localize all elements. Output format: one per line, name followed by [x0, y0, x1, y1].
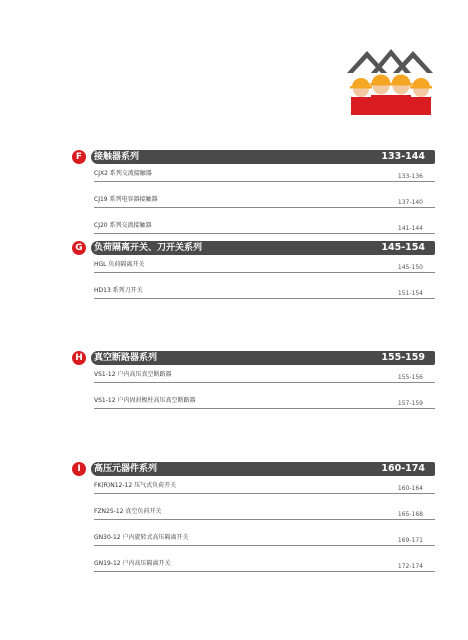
toc-item[interactable] [94, 478, 435, 494]
section-header[interactable] [72, 462, 435, 476]
toc-item-label: CJX2 系列交流接触器 [94, 170, 152, 177]
toc-item-label: CJ19 系列电容器接触器 [94, 196, 158, 203]
section-letter-badge: G [72, 241, 86, 255]
toc-item[interactable] [94, 556, 435, 572]
toc-item[interactable] [94, 257, 435, 273]
toc-section-h [72, 351, 435, 409]
toc-item-label: VS1-12 户内高压真空断路器 [94, 371, 172, 378]
toc-item-label: CJ20 系列交流接触器 [94, 222, 152, 229]
toc-item[interactable] [94, 393, 435, 409]
toc-item[interactable] [94, 218, 435, 234]
section-page-range: 145-154 [381, 242, 425, 253]
section-letter-badge: H [72, 351, 86, 365]
toc-item-label: HD13 系列刀开关 [94, 287, 143, 294]
toc-item-pages: 172-174 [397, 563, 423, 570]
section-header[interactable] [72, 150, 435, 164]
toc-section-f [72, 150, 435, 234]
section-title: 高压元器件系列 [94, 464, 158, 474]
section-header[interactable] [72, 351, 435, 365]
toc-item[interactable] [94, 530, 435, 546]
toc-item-pages: 157-159 [397, 400, 423, 407]
toc-item[interactable] [94, 166, 435, 182]
toc-item-label: GN30-12 户内旋转式高压隔离开关 [94, 534, 189, 541]
section-page-range: 155-159 [381, 352, 425, 363]
section-title: 负荷隔离开关、刀开关系列 [94, 243, 203, 253]
section-page-range: 133-144 [381, 151, 425, 162]
company-logo [345, 45, 435, 117]
toc-item-pages: 155-156 [397, 374, 423, 381]
section-page-range: 160-174 [381, 463, 425, 474]
toc-item-pages: 141-144 [397, 225, 423, 232]
toc-item-label: VS1-12 户内固封极柱高压真空断路器 [94, 397, 196, 404]
toc-item-label: FK(R)N12-12 压气式负荷开关 [94, 482, 177, 489]
toc-item[interactable] [94, 283, 435, 299]
toc-item-pages: 145-150 [397, 264, 423, 271]
toc-item-pages: 137-140 [397, 199, 423, 206]
section-title: 接触器系列 [94, 152, 140, 162]
section-letter-badge: F [72, 150, 86, 164]
toc-item-label: HGL 负荷隔离开关 [94, 261, 145, 268]
toc-item-label: GN19-12 户内高压隔离开关 [94, 560, 171, 567]
section-letter-badge: I [72, 462, 86, 476]
toc-item-pages: 160-164 [397, 485, 423, 492]
toc-item-label: FZN25-12 真空负荷开关 [94, 508, 162, 515]
toc-item-pages: 151-154 [397, 290, 423, 297]
toc-item[interactable] [94, 367, 435, 383]
toc-section-g [72, 241, 435, 299]
toc-item[interactable] [94, 504, 435, 520]
toc-item-pages: 169-171 [397, 537, 423, 544]
toc-item-pages: 165-168 [397, 511, 423, 518]
toc-item-pages: 133-136 [397, 173, 423, 180]
toc-item[interactable] [94, 192, 435, 208]
section-title: 真空断路器系列 [94, 353, 158, 363]
section-header[interactable] [72, 241, 435, 255]
toc-section-i [72, 462, 435, 572]
